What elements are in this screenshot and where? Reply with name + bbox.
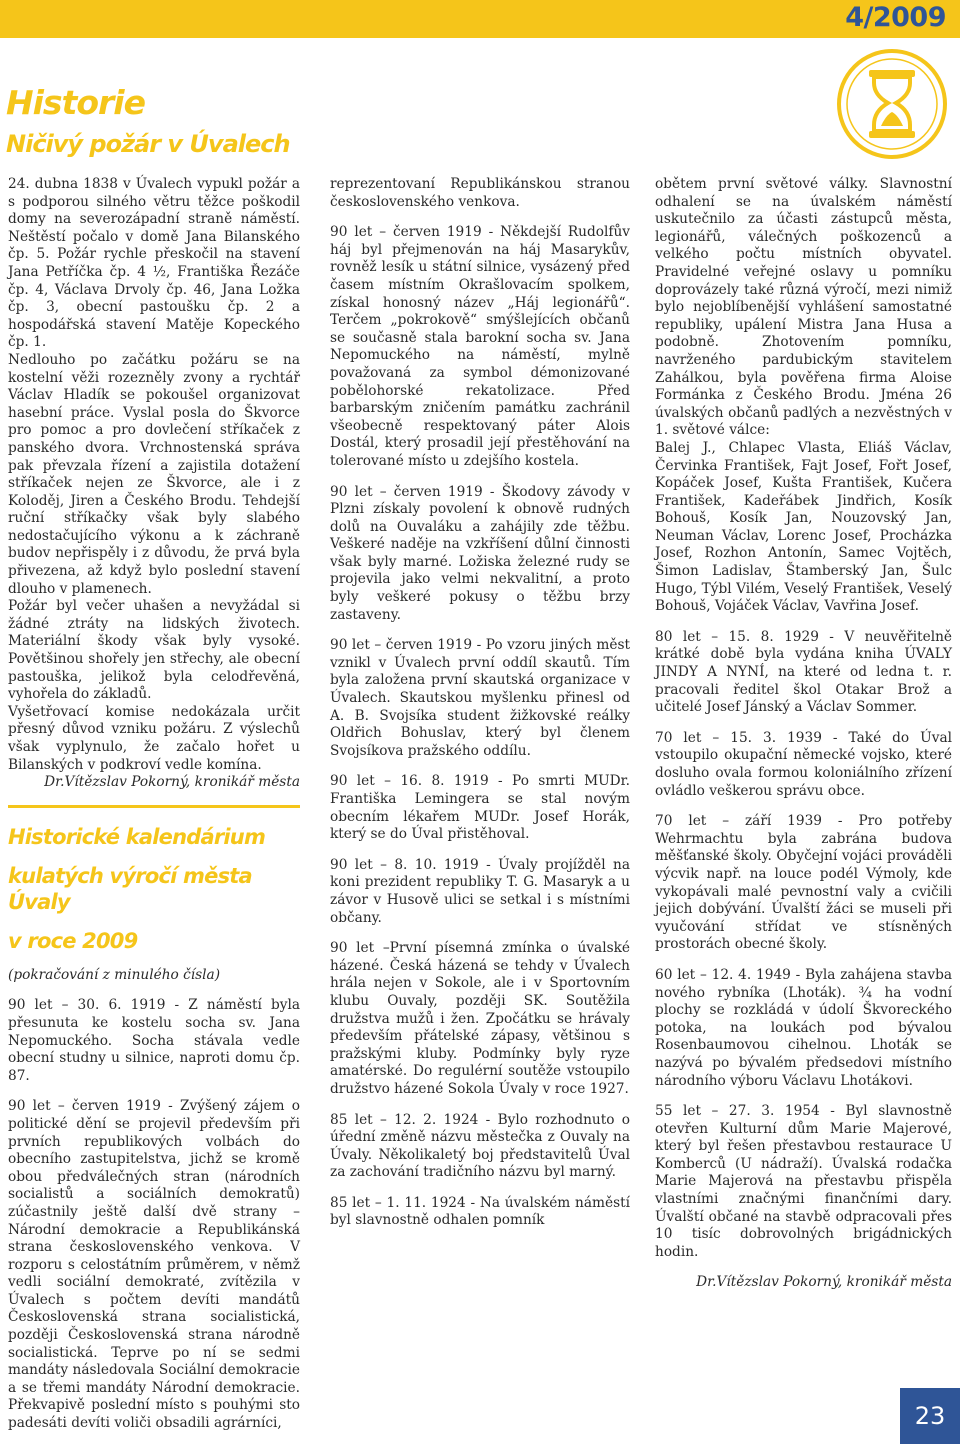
calendar-entry: 80 let – 15. 8. 1929 - V neuvěřitelně krátké době byla vydána kniha ÚVALY JINDY A NYNÍ, na které od ledna t. r. pracovali ředitel škol Otakar Brož a učitelé Josef Jánský a Václav Sommer. bbox=[655, 628, 952, 716]
calendar-subtitle: (pokračování z minulého čísla) bbox=[8, 966, 221, 983]
calendar-entry: 90 let – 16. 8. 1919 - Po smrti MUDr. Františka Lemingera se stal novým obecním lékařem MUDr. Josef Horák, který se do Úval přistěhoval. bbox=[330, 773, 630, 843]
calendar-entry: 90 let – 30. 6. 1919 - Z náměstí byla přesunuta ke kostelu socha sv. Jana Nepomuckého. Socha stávala vedle obecní studny u silnice, naproti domu čp. 87. bbox=[8, 997, 300, 1084]
calendar-entry: 70 let – 15. 3. 1939 - Také do Úval vstoupilo okupační německé vojsko, které dosluho ovala formou koloniálního zřízení ovládlo veškerou správu obce. bbox=[655, 729, 952, 799]
calendar-entry: 85 let – 12. 2. 1924 - Bylo rozhodnuto o úřední změně názvu městečka z Ouvaly na Úvaly. Několikaletý boj představitelů Úval za zachování tradičního názvu byl marný. bbox=[330, 1111, 630, 1181]
section-divider bbox=[8, 805, 300, 808]
article-paragraph: 24. dubna 1838 v Úvalech vypukl požár a s podporou silného větru těžce poškodil domy na severozápadní straně náměstí. Neštěstí počalo v domě Jana Bilanského čp. 5. Požár rychle přeskočil na stavení Jana Petříčka čp. 4 ½, Františka Řezáče čp. 4, Václava Drvoly čp. 46, Jana Ložka čp. 3, obecní pastoušku čp. 2 a hospodářská stavení Matěje Kopeckého čp. 1. bbox=[8, 176, 300, 351]
column-3 bbox=[655, 176, 952, 1305]
page-number bbox=[900, 1388, 960, 1444]
section-title: Historie bbox=[6, 83, 145, 122]
calendar-signature: Dr.Vítězslav Pokorný, kronikář města bbox=[696, 1274, 952, 1291]
calendar-entry: Balej J., Chlapec Vlasta, Eliáš Václav, Červinka František, Fajt Josef, Fořt Josef, Kopáček Josef, Kušta František, Kučera František, Kadeřábek Jindřich, Kosík Bohouš, Kosík Jan, Nouzovský Jan, Neuman Václav, Lorenc Josef, Procházka Josef, Rozhon Antonín, Samec Vojtěch, Šimon Ladislav, Štamberský Jan, Šulc Hugo, Týbl Vilém, Veselý František, Veselý Bohouš, Vojáček Václav, Vavřina Josef. bbox=[655, 439, 952, 615]
calendar-entry: 90 let – červen 1919 - Po vzoru jiných měst vznikl v Úvalech první oddíl skautů. Tím byla založena první skautská organizace v Úvalech. Skautskou myšlenku přinesl od A. B. Svojsíka student žižkovské reálky Oldřich Bohuslav, který byl členem Svojsíkova pražského oddílu. bbox=[330, 637, 630, 759]
calendar-title-line: v roce 2009 bbox=[8, 928, 138, 953]
calendar-entry: 55 let – 27. 3. 1954 - Byl slavnostně otevřen Kulturní dům Marie Majerové, který byl řešen přestavbou restaurace U Komberců (U nádraží). Úvalská rodačka Marie Majerová na přestavbu přispěla vlastními značnými finančními dary. Úvalští občané na stavbě odpracovali přes 10 tisíc dobrovolných brigádnických hodin. bbox=[655, 1103, 952, 1260]
column-2 bbox=[330, 176, 630, 1243]
article-paragraph: Nedlouho po začátku požáru se na kostelní věži rozezněly zvony a rychtář Václav Hladík se pokoušel organizovat hasební práce. Vyslal posla do Škvorce pro pomoc a pro dovlečení stříkaček z panského dvora. Vrchnostenská správa pak převzala řízení a zajistila dotažení stříkaček nejen ze Škvorce, ale i z Koloděj, Jiren a Českého Brodu. Tehdejší ruční stříkačky však byly slabého nedostačujícího výkonu a k záchraně budov nepřispěly i z důvodu, že prvá byla přivezena, až když bylo poslední stavení dlouho v plamenech. bbox=[8, 351, 300, 597]
article-title: Ničivý požár v Úvalech bbox=[6, 130, 290, 158]
column-1 bbox=[8, 176, 300, 1446]
calendar-entry: 90 let – červen 1919 - Někdejší Rudolfův háj byl přejmenován na háj Masarykův, rovněž lesík u státní silnice, vysázený před časem místním Okrašlovacím spolkem, získal honosný název „Háj legionářů“. Terčem „pokrokově“ smýšlejících občanů se současně stala barokní socha sv. Jana Nepomuckého na náměstí, mylně považovaná za symbol démonizované pobělohorské rekatolizace. Před barbarským zničením památku zachránil všeobecně respektovaný páter Alois Dostál, který prosadil její přestěhování na tolerované místo u zdejšího kostela. bbox=[330, 224, 630, 469]
article-paragraph: Požár byl večer uhašen a nevyžádal si žádné ztráty na lidských životech. Materiální škody však byly vysoké. Povětšinou shořely jen střechy, ale obecní pastouška, jelikož byla celodřevěná, vyhořela do základů. bbox=[8, 598, 300, 703]
calendar-entry: reprezentovaní Republikánskou stranou československého venkova. bbox=[330, 176, 630, 210]
article-signature: Dr.Vítězslav Pokorný, kronikář města bbox=[44, 774, 300, 791]
calendar-entry: 90 let –První písemná zmínka o úvalské házené. Česká házená se tehdy v Úvalech hrála nejen v Sokole, ale i v Sportovním klubu Ouvaly, později SK. Soutěžila družstva mužů i žen. Zpočátku se hrávaly především přátelské zápasy, většinou s pražskými kluby. Podmínky byly ryze amatérské. Do regulérní soutěže vstoupilo družstvo házené Sokola Úvaly v roce 1927. bbox=[330, 940, 630, 1097]
calendar-entry: 85 let – 1. 11. 1924 - Na úvalském náměstí byl slavnostně odhalen pomník bbox=[330, 1194, 630, 1229]
calendar-entry: 60 let – 12. 4. 1949 - Byla zahájena stavba nového rybníka (Lhoták). ¾ ha vodní plochy se rozkládá v údolí Škvoreckého potoka, na loukách pod bývalou Rosenbaumovou cihelnou. Lhoták se nazývá po bývalém předsedovi místního národního výboru Václavu Lhotákovi. bbox=[655, 966, 952, 1089]
hourglass-icon bbox=[836, 48, 948, 160]
page-number-label: 23 bbox=[914, 1402, 946, 1430]
calendar-entry: 70 let – září 1939 - Pro potřeby Wehrmachtu byla zabrána budova měšťanské školy. Obyčejní vojáci prováděli výcvik např. na louce podél Výmoly, kde vykopávali malé pevnostní valy a cvičili jejich dobývání. Úvalští žáci se museli při vyučování střídat ve stísněných prostorách obecné školy. bbox=[655, 813, 952, 953]
calendar-entry: obětem první světové války. Slavnostní odhalení se na úvalském náměstí uskutečnilo za účasti zástupců města, legionářů, válečných poškozenců a velkého počtu místních obyvatel. Pravidelné veřejné oslavy u pomníku doprovázely také různá výročí, mezi nimiž bylo nejoblíbenější vyhlášení samostatné republiky, upálení Mistra Jana Husa a podobně. Zhotovením pomníku, navrženého pardubickým stavitelem Zahálkou, byla pověřena firma Aloise Formánka z Českého Brodu. Jména 26 úvalských občanů padlých a nezvěstných v 1. světové válce: bbox=[655, 176, 952, 439]
calendar-entry: 90 let – červen 1919 - Zvýšený zájem o politické dění se projevil především při prvních republikových volbách do obecního zastupitelstva, jichž se kromě obou předválečných stran (národních socialistů a sociálních demokratů) zúčastnily ještě další dvě strany – Národní demokracie a Republikánská strana československého venkova. V rozporu s celostátním průměrem, v němž vedli sociální demokraté, zvítězila v Úvalech s počtem devíti mandátů Československá strana socialistická, později Československá strana národně socialistická. Teprve po ní se sedmi mandáty následovala Sociální demokracie a se třemi mandáty Národní demokracie. Překvapivě poslední místo s pouhými sto padesáti devíti voliči obsadili agrárníci, bbox=[8, 1098, 300, 1432]
calendar-title-line: kulatých výročí města Úvaly bbox=[8, 863, 252, 914]
calendar-entry: 90 let – červen 1919 - Škodovy závody v Plzni získaly povolení k obnově rudných dolů na Ouvaláku a zahájily zde těžbu. Veškeré naděje na vzkříšení důlní činnosti však byly marné. Ložiska železné rudy se projevila jako velmi nekvalitní, a proto byly veškeré pokusy o těžbu brzy zastaveny. bbox=[330, 483, 630, 623]
top-bar bbox=[0, 0, 960, 38]
calendar-title-line: Historické kalendárium bbox=[8, 824, 266, 849]
issue-number: 4/2009 bbox=[845, 2, 946, 33]
calendar-entry: 90 let – 8. 10. 1919 - Úvaly projížděl na koni prezident republiky T. G. Masaryk a u závor v Husově ulici se setkal i s místními občany. bbox=[330, 856, 630, 926]
article-paragraph: Vyšetřovací komise nedokázala určit přesný důvod vzniku požáru. Z výslechů však vyplynulo, že začalo hořet u Bilanských v podkroví vedle komína. bbox=[8, 703, 300, 773]
